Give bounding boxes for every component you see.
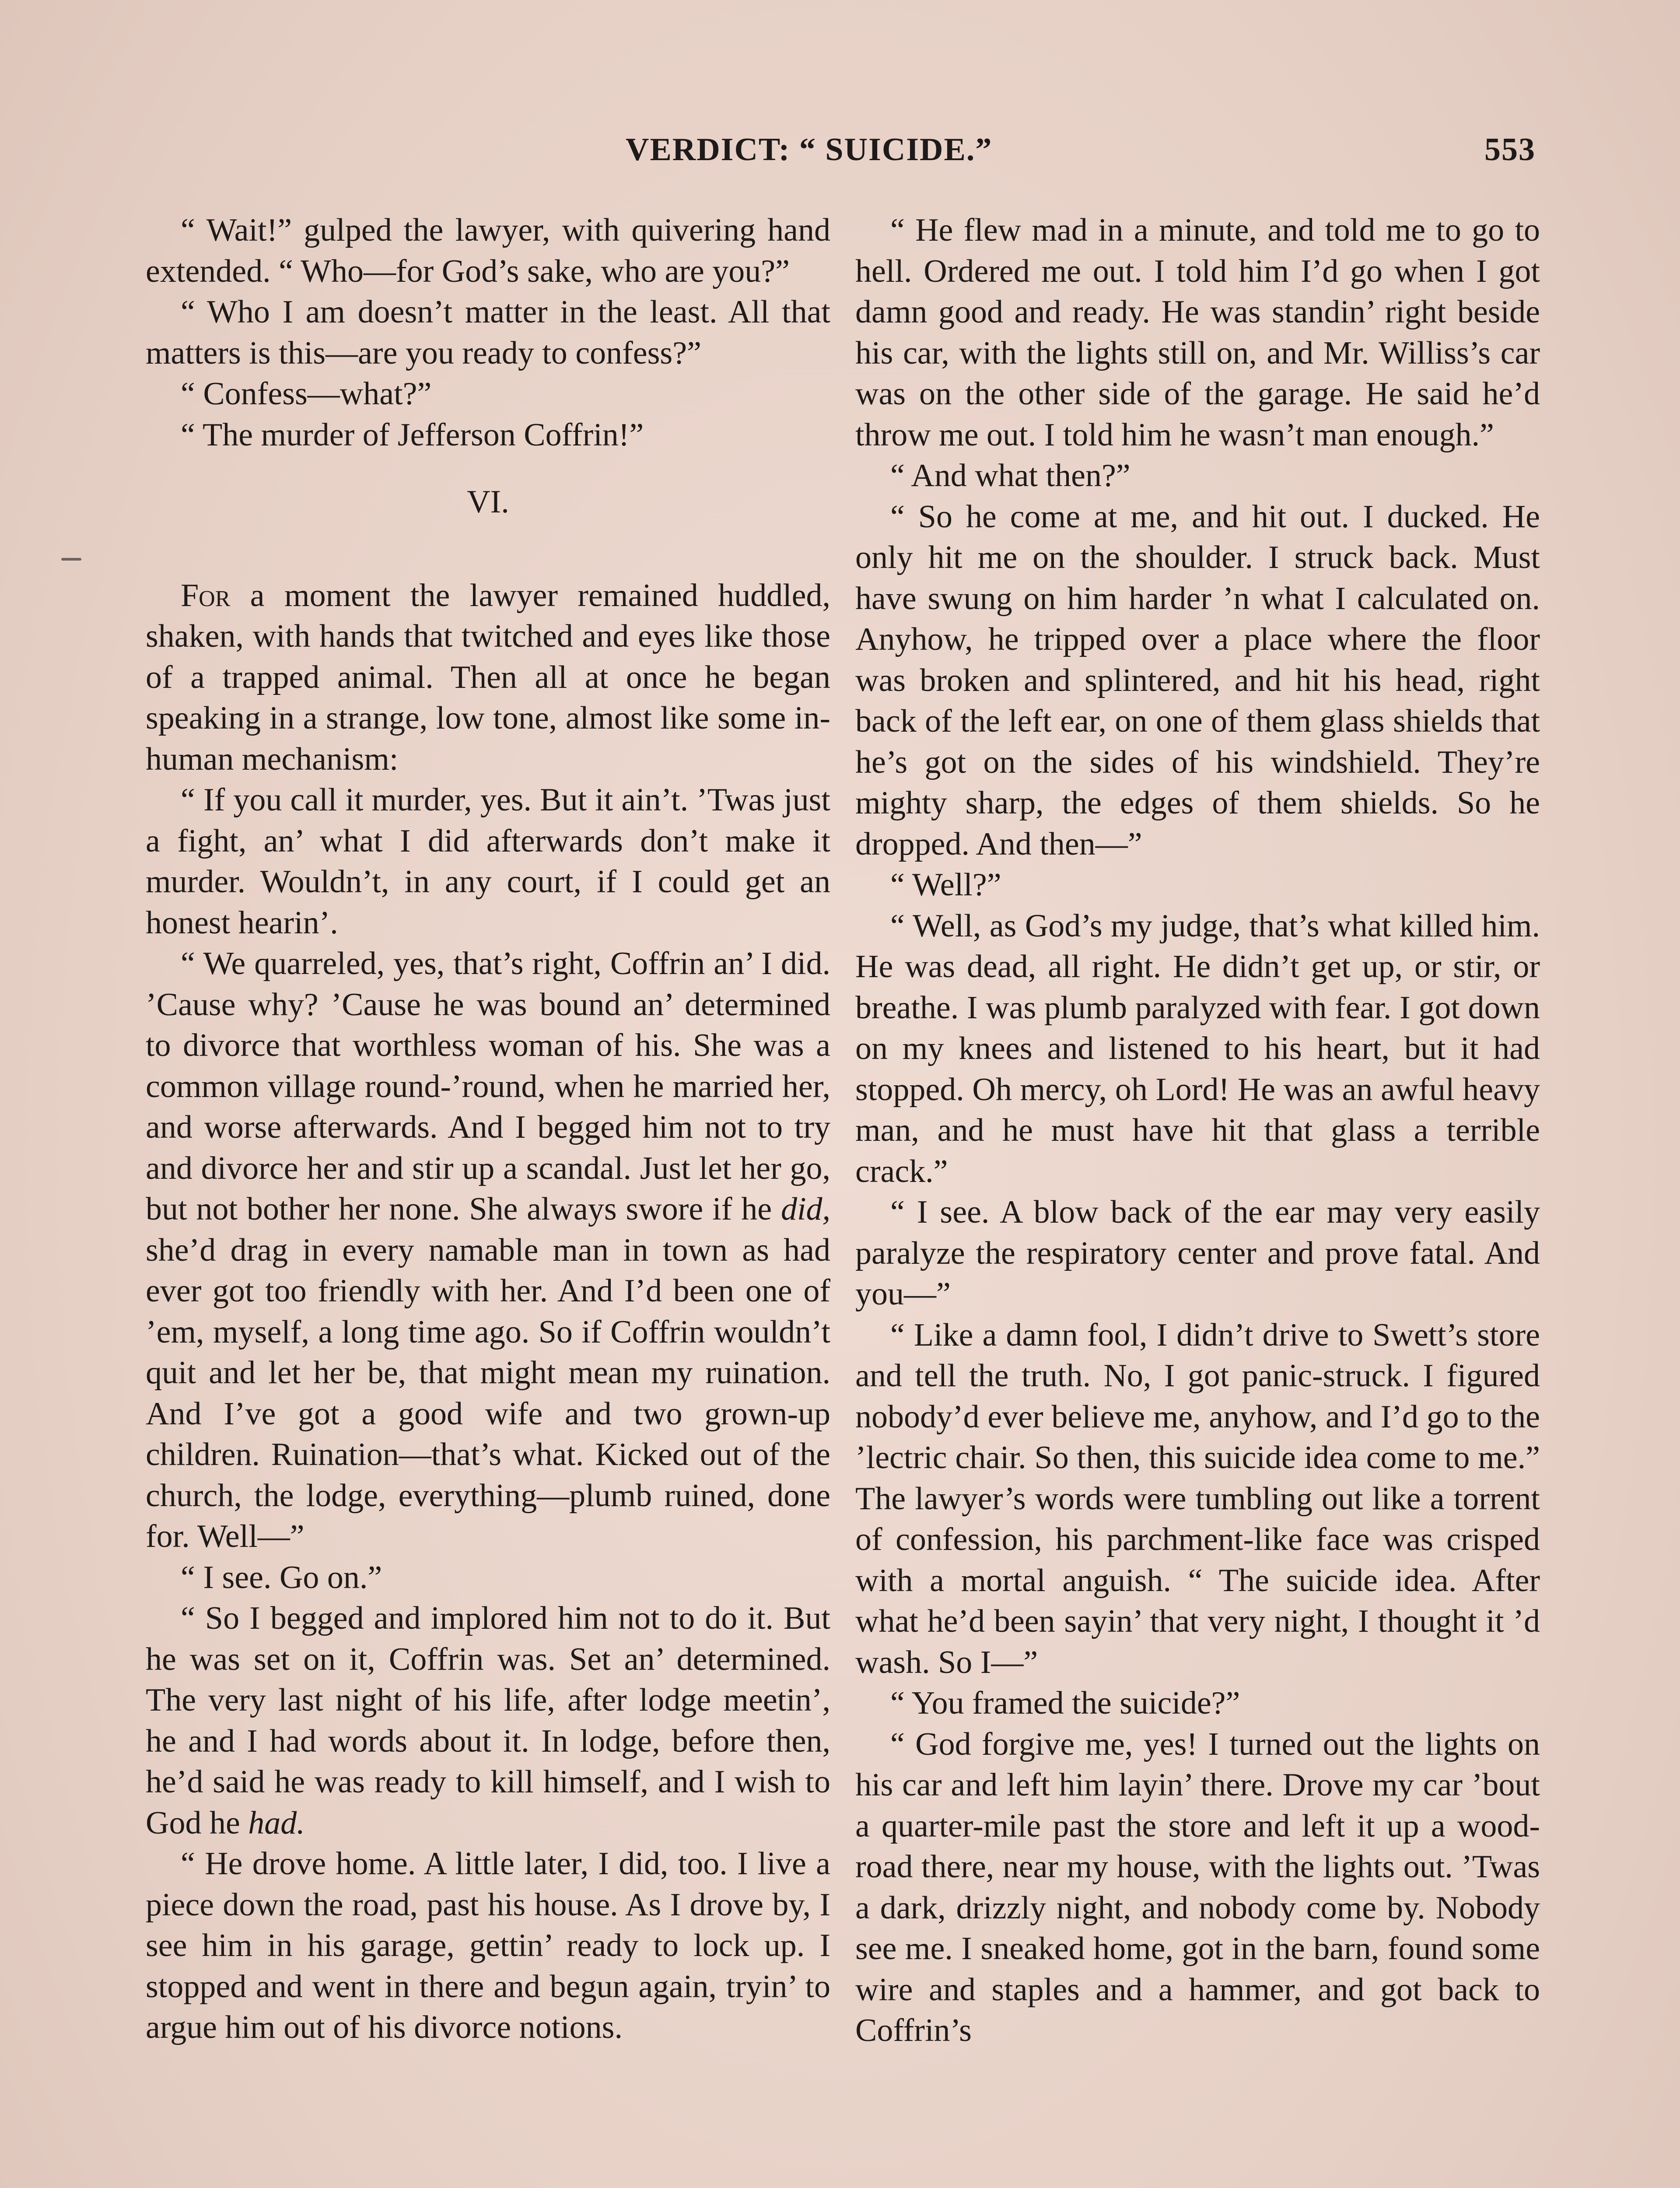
paragraph: “ The murder of Jefferson Coffrin!”	[181, 417, 644, 453]
paragraph: “ Who I am doesn’t matter in the least. All that matters is this—are you ready to confess?”	[146, 294, 830, 371]
emphasis: did,	[780, 1191, 830, 1227]
paragraph: “ I see. A blow back of the ear may very easily paralyze the respiratory center and prove fatal. And you—”	[855, 1194, 1540, 1312]
paragraph-text: she’d drag in every namable man in town as had ever got too friendly with her. And I’d been one of ’em, myself, a long time ago. So if Coffrin wouldn’t quit and let her be, that might mean my ruination. And I’ve got a good wife and two grown-up children. Ruination—that’s what. Kicked out of the church, the lodge, everything—plumb ruined, done for. Well—”	[146, 1232, 830, 1554]
paragraph: “ Like a damn fool, I didn’t drive to Swett’s store and tell the truth. No, I got panic-struck. I figured nobody’d ever believe me, anyhow, and I’d go to the ’lectric chair. So then, this suicide idea come to me.” The lawyer’s words were tumbling out like a torrent of confession, his parchment-like face was crisped with a mortal anguish. “ The suicide idea. After what he’d been sayin’ that very night, I thought it ’d wash. So I—”	[855, 1317, 1540, 1680]
paragraph: “ If you call it murder, yes. But it ain’t. ’Twas just a fight, an’ what I did afterwards don’t make it murder. Wouldn’t, in any court, if I could get an honest hearin’.	[146, 782, 830, 941]
paragraph	[146, 575, 830, 780]
paragraph: “ God forgive me, yes! I turned out the lights on his car and left him layin’ there. Drove my car ’bout a quarter-mile past the store and left it up a wood-road there, near my house, with the lights out. ’Twas a dark, drizzly night, and nobody come by. Nobody see me. I sneaked home, got in the barn, found some wire and staples and a hammer, and got back to Coffrin’s	[855, 1726, 1540, 2048]
section-heading: VI.	[467, 484, 509, 520]
paragraph: “ So he come at me, and hit out. I ducked. He only hit me on the shoulder. I struck back. Must have swung on him harder ’n what I calculated on. Anyhow, he tripped over a place where the floor was broken and splintered, and hit his head, right back of the left ear, on one of them glass shields that he’s got on the sides of his windshield. They’re mighty sharp, the edges of them shields. So he dropped. And then—”	[855, 498, 1540, 862]
left-column	[146, 210, 830, 2048]
paragraph: “ Confess—what?”	[181, 376, 432, 412]
paragraph: “ I see. Go on.”	[181, 1559, 382, 1595]
paragraph: “ Wait!” gulped the lawyer, with quivering hand extended. “ Who—for God’s sake, who are you?”	[146, 212, 830, 289]
running-title: VERDICT: “ SUICIDE.”	[626, 132, 993, 168]
running-header	[626, 131, 1536, 184]
paragraph: “ He drove home. A little later, I did, too. I live a piece down the road, past his house. As I drove by, I see him in his garage, gettin’ ready to lock up. I stopped and went in there and begun again, tryin’ to argue him out of his divorce notions.	[146, 1846, 830, 2045]
paragraph	[146, 943, 830, 1557]
paragraph-text: “ So I begged and implored him not to do it. But he was set on it, Coffrin was. Set an’ determined. The very last night of his life, after lodge meetin’, he and I had words about it. In lodge, before then, he’d said he was ready to kill himself, and I wish to God he	[146, 1600, 830, 1841]
emphasis: had.	[248, 1805, 305, 1841]
paragraph: “ He flew mad in a minute, and told me to go to hell. Ordered me out. I told him I’d go when I got damn good and ready. He was standin’ right beside his car, with the lights still on, and Mr. Williss’s car was on the other side of the garage. He said he’d throw me out. I told him he wasn’t man enough.”	[855, 212, 1540, 453]
paragraph: “ Well?”	[890, 867, 1001, 903]
paragraph-text: “ We quarreled, yes, that’s right, Coffrin an’ I did. ’Cause why? ’Cause he was bound an’ determined to divorce that worthless woman of his. She was a common village round-’round, when he married her, and worse afterwards. And I begged him not to try and divorce her and stir up a scandal. Just let her go, but not bother her none. She always swore if he	[146, 946, 830, 1227]
lead-word: For	[181, 577, 231, 614]
right-column	[855, 210, 1540, 2051]
paragraph-text: a moment the lawyer remained huddled, shaken, with hands that twitched and eyes like those of a trapped animal. Then all at once he began speaking in a strange, low tone, almost like some inhuman mechanism:	[146, 577, 830, 777]
margin-mark	[61, 558, 81, 561]
paragraph: “ Well, as God’s my judge, that’s what killed him. He was dead, all right. He didn’t get up, or stir, or breathe. I was plumb paralyzed with fear. I got down on my knees and listened to his heart, but it had stopped. Oh mercy, oh Lord! He was an awful heavy man, and he must have hit that glass a terrible crack.”	[855, 908, 1540, 1189]
page-number: 553	[1484, 132, 1536, 168]
paragraph: “ And what then?”	[890, 458, 1130, 494]
paragraph: “ You framed the suicide?”	[890, 1685, 1240, 1721]
paragraph	[146, 1598, 830, 1844]
